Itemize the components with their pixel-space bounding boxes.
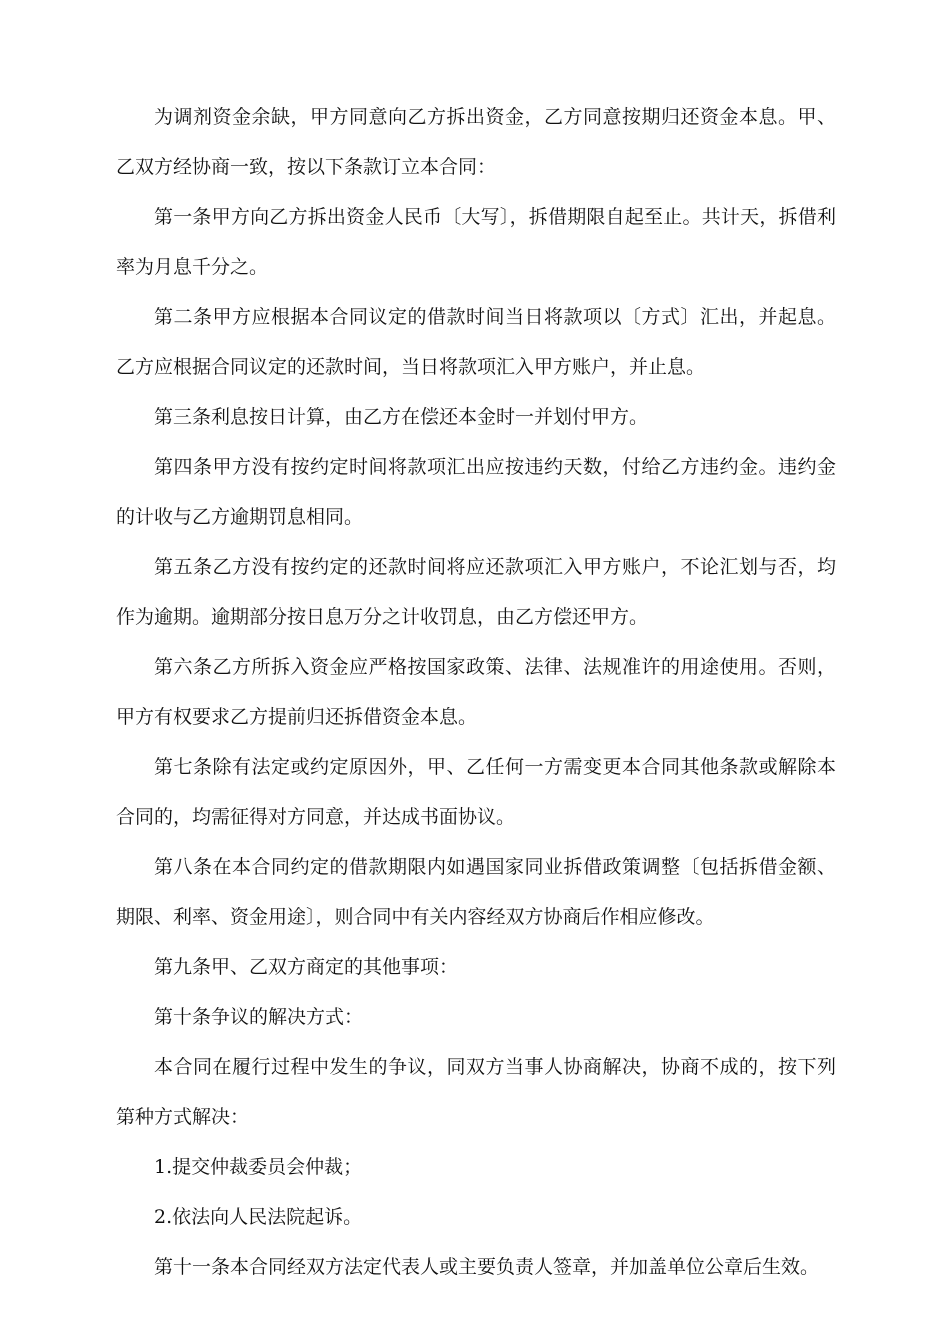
article-6-paragraph: 第六条乙方所拆入资金应严格按国家政策、法律、法规准许的用途使用。否则，甲方有权要求乙方提前归还拆借资金本息。 xyxy=(116,656,836,728)
article-2-paragraph: 第二条甲方应根据本合同议定的借款时间当日将款项以〔方式〕汇出，并起息。乙方应根据合同议定的还款时间，当日将款项汇入甲方账户，并止息。 xyxy=(116,306,836,378)
article-4-paragraph: 第四条甲方没有按约定时间将款项汇出应按违约天数，付给乙方违约金。违约金的计收与乙方逾期罚息相同。 xyxy=(116,456,836,528)
option-court-item: 2.依法向人民法院起诉。 xyxy=(154,1206,363,1228)
article-11-paragraph: 第十一条本合同经双方法定代表人或主要负责人签章，并加盖单位公章后生效。 xyxy=(154,1256,820,1278)
preamble-paragraph: 为调剂资金余缺，甲方同意向乙方拆出资金，乙方同意按期归还资金本息。甲、乙双方经协商一致，按以下条款订立本合同： xyxy=(116,106,836,178)
dispute-resolution-paragraph: 本合同在履行过程中发生的争议，同双方当事人协商解决，协商不成的，按下列第种方式解决： xyxy=(116,1056,836,1128)
article-7-paragraph: 第七条除有法定或约定原因外，甲、乙任何一方需变更本合同其他条款或解除本合同的，均需征得对方同意，并达成书面协议。 xyxy=(116,756,836,828)
article-8-paragraph: 第八条在本合同约定的借款期限内如遇国家同业拆借政策调整〔包括拆借金额、期限、利率、资金用途〕，则合同中有关内容经双方协商后作相应修改。 xyxy=(116,856,836,928)
article-3-paragraph: 第三条利息按日计算，由乙方在偿还本金时一并划付甲方。 xyxy=(154,406,649,428)
document-body xyxy=(116,92,836,1292)
option-arbitration-item: 1.提交仲裁委员会仲裁； xyxy=(154,1156,363,1178)
article-10-paragraph: 第十条争议的解决方式： xyxy=(154,1006,364,1028)
article-1-paragraph: 第一条甲方向乙方拆出资金人民币〔大写〕，拆借期限自起至止。共计天，拆借利率为月息千分之。 xyxy=(116,206,836,278)
article-5-paragraph: 第五条乙方没有按约定的还款时间将应还款项汇入甲方账户，不论汇划与否，均作为逾期。逾期部分按日息万分之计收罚息，由乙方偿还甲方。 xyxy=(116,556,836,628)
article-9-paragraph: 第九条甲、乙双方商定的其他事项： xyxy=(154,956,459,978)
